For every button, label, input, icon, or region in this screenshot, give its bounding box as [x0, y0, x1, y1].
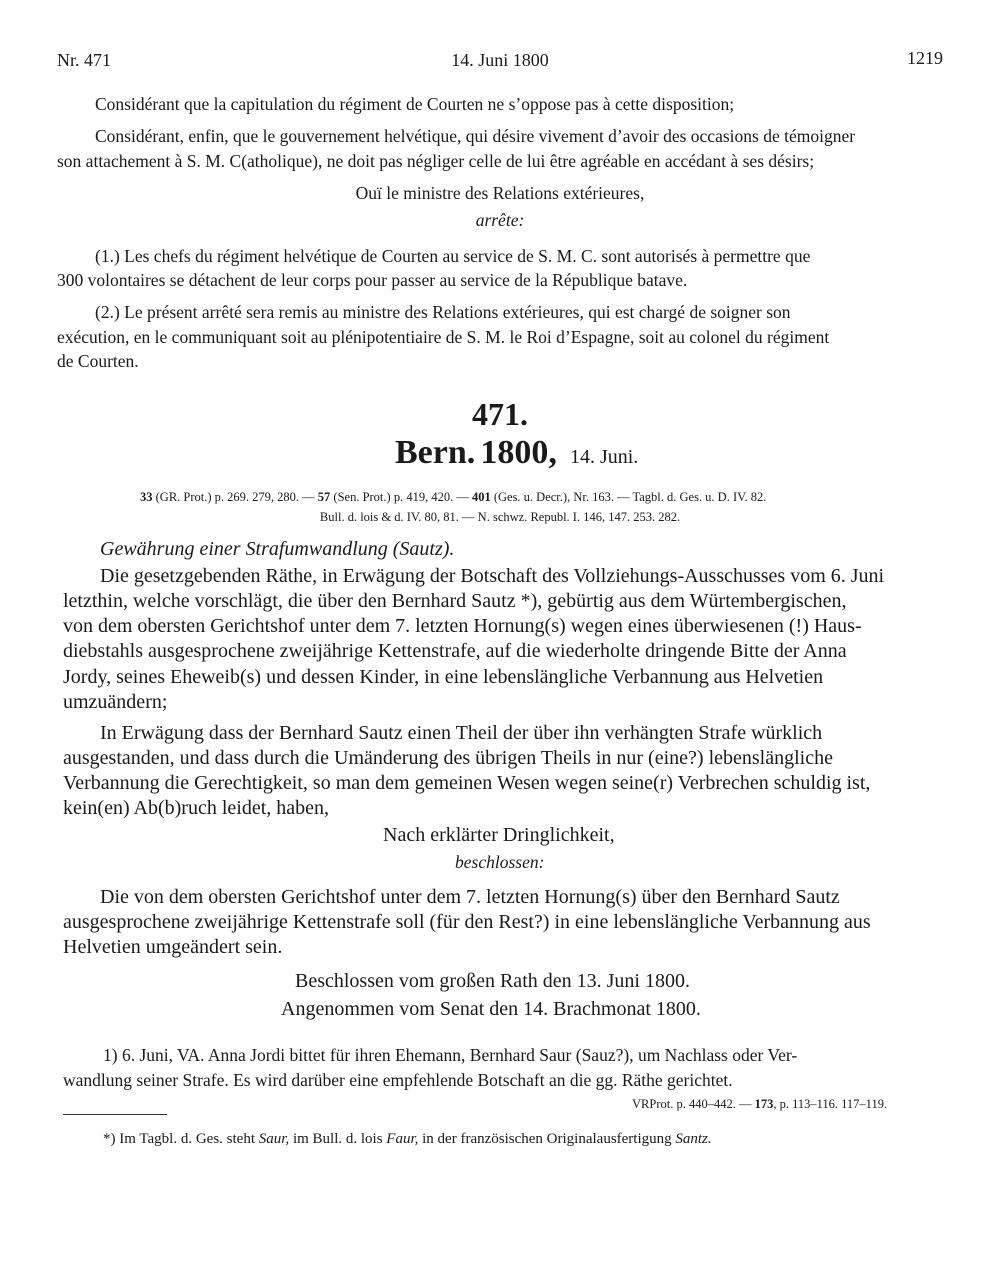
document-place: Bern.: [395, 434, 476, 471]
footnote: [103, 1131, 712, 1148]
decision-line: Die von dem obersten Gerichtshof unter dem 7. letzten Hornung(s) über den Bernhard Sautz: [100, 886, 840, 908]
body-line: Verbannung die Gerechtigkeit, so man dem gemeinen Wesen wegen seine(r) Verbrechen schuldig ist,: [63, 772, 871, 794]
footnote-part: Santz.: [675, 1131, 712, 1147]
source-ref: (Sen. Prot.) p. 419, 420. —: [330, 490, 472, 504]
footnote-rule: [63, 1114, 167, 1115]
source-ref: (GR. Prot.) p. 269. 279, 280. —: [152, 490, 318, 504]
decision-line: Helvetien umgeändert sein.: [63, 936, 283, 958]
prev-doc-line: Considérant, enfin, que le gouvernement helvétique, qui désire vivement d’avoir des occasions de témoigner: [95, 126, 856, 146]
source-ref: (Ges. u. Decr.), Nr. 163. — Tagbl. d. Ges. u. D. IV. 82.: [490, 490, 767, 504]
note-ref-part: VRProt. p. 440–442. —: [632, 1097, 755, 1111]
source-ref: 401: [471, 490, 491, 504]
decision-line: ausgesprochene zweijährige Kettenstrafe soll (für den Rest?) in eine lebenslängliche Verbannung aus: [63, 911, 871, 933]
note-ref-part: 173: [754, 1097, 774, 1111]
body-line: von dem obersten Gerichtshof unter dem 7. letzten Hornung(s) wegen eines überwiesenen (!) Haus-: [63, 615, 862, 637]
body-line: In Erwägung dass der Bernhard Sautz einen Theil der über ihn verhängten Strafe würklich: [100, 722, 823, 744]
prev-doc-line: (1.) Les chefs du régiment helvétique de Courten au service de S. M. C. sont autorisés à permettre que: [95, 246, 811, 266]
source-ref: 33: [140, 490, 153, 504]
prev-doc-line: de Courten.: [57, 351, 139, 371]
footnote-part: Saur,: [258, 1131, 290, 1147]
body-line: diebstahls ausgesprochene zweijährige Kettenstrafe, auf die wiederholte dringende Bitte der Anna: [63, 640, 847, 662]
body-line: kein(en) Ab(b)ruch leidet, haben,: [63, 797, 330, 819]
document-date: 14. Juni.: [569, 446, 639, 468]
document-number: 471.: [472, 396, 528, 432]
document-subject: Gewährung einer Strafumwandlung (Sautz).: [100, 538, 455, 560]
prev-doc-line: exécution, en le communiquant soit au plénipotentiaire de S. M. le Roi d’Espagne, soit au colonel du régiment: [57, 327, 830, 347]
prev-doc-arrete: arrête:: [475, 210, 525, 230]
body-line: Jordy, seines Eheweib(s) und dessen Kinder, in eine lebenslängliche Verbannung aus Helvetien: [63, 666, 824, 688]
body-line: Die gesetzgebenden Räthe, in Erwägung der Botschaft des Vollziehungs-Ausschusses vom 6. Juni: [100, 565, 885, 587]
body-line: ausgestanden, und dass durch die Umänderung des übrigen Theils in nur (eine?) lebenslängliche: [63, 747, 833, 769]
note-line: 1) 6. Juni, VA. Anna Jordi bittet für ihren Ehemann, Bernhard Saur (Sauz?), um Nachlass oder Ver-: [103, 1045, 798, 1065]
prev-doc-line: Considérant que la capitulation du régiment de Courten ne s’oppose pas à cette disposition;: [95, 94, 735, 114]
urgency-line: Nach erklärter Dringlichkeit,: [383, 824, 615, 846]
note-line: wandlung seiner Strafe. Es wird darüber eine empfehlende Botschaft an die gg. Räthe gerichtet.: [63, 1070, 733, 1090]
body-line: letzthin, welche vorschlägt, die über den Bernhard Sautz *), gebürtig aus dem Würtembergischen,: [63, 590, 847, 612]
prev-doc-line: son attachement à S. M. C(atholique), ne doit pas négliger celle de lui être agréable en accédant à ses désirs;: [57, 151, 815, 171]
prev-doc-line: 300 volontaires se détachent de leur corps pour passer au service de la République batave.: [57, 270, 688, 290]
page-header-left: Nr. 471: [57, 50, 111, 70]
note-ref-part: , p. 113–116. 117–119.: [773, 1097, 888, 1111]
closing-senate: Angenommen vom Senat den 14. Brachmonat 1800.: [281, 998, 701, 1020]
document-year: 1800,: [480, 434, 557, 471]
page-header-date: 14. Juni 1800: [451, 50, 549, 70]
footnote-part: *) Im Tagbl. d. Ges. steht: [103, 1131, 259, 1147]
sources-line-1: [140, 490, 766, 505]
page-number: 1219: [907, 48, 943, 68]
note-reference: [632, 1097, 887, 1112]
sources-line-2: Bull. d. lois & d. IV. 80, 81. — N. schwz. Republ. I. 146, 147. 253. 282.: [319, 510, 681, 524]
source-ref: 57: [317, 490, 331, 504]
footnote-part: im Bull. d. lois: [289, 1131, 387, 1147]
prev-doc-line: Ouï le ministre des Relations extérieures,: [355, 183, 645, 203]
document-place-date: [395, 434, 638, 472]
body-line: umzuändern;: [63, 691, 168, 713]
resolved-line: beschlossen:: [455, 852, 545, 872]
footnote-part: in der französischen Originalausfertigung: [418, 1131, 676, 1147]
footnote-part: Faur,: [386, 1131, 419, 1147]
closing-grand-council: Beschlossen vom großen Rath den 13. Juni 1800.: [295, 970, 690, 992]
prev-doc-line: (2.) Le présent arrêté sera remis au ministre des Relations extérieures, qui est chargé de soigner son: [95, 302, 791, 322]
